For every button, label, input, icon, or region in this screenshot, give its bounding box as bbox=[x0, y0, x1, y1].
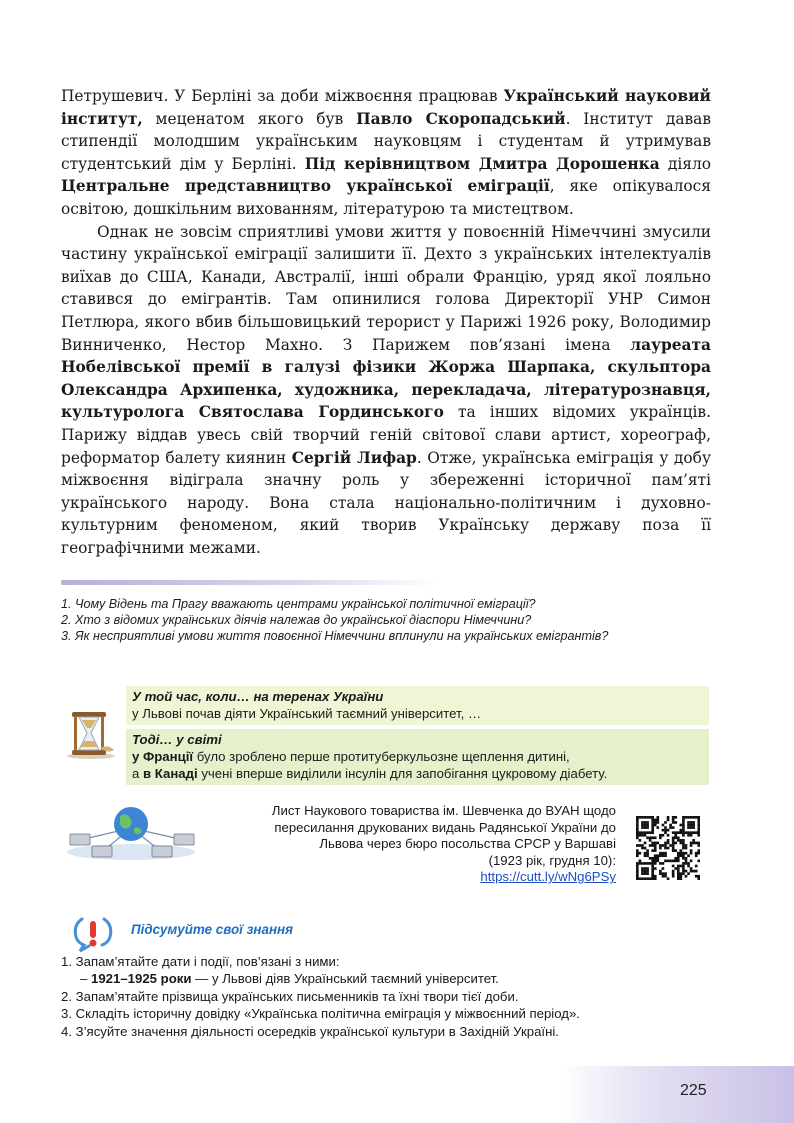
bold-term: Павло Скоропадський bbox=[356, 109, 566, 128]
question-item: 2. Хто з відомих українських діячів належав до української діаспори Німеччини? bbox=[61, 613, 532, 627]
timeline-ukraine-text: у Львові почав діяти Український таємний університет, … bbox=[132, 706, 482, 721]
bold-term: Центральне представництво української еміграції bbox=[61, 177, 550, 196]
timeline-ukraine-heading: У той час, коли… на теренах України bbox=[132, 689, 384, 704]
hourglass-icon bbox=[64, 708, 118, 760]
summary-tasks bbox=[61, 953, 741, 1040]
timeline-box bbox=[126, 686, 709, 785]
bold-term: Український науковий інститут, bbox=[61, 87, 711, 128]
summary-title: Підсумуйте свої знання bbox=[131, 922, 294, 937]
task-subitem: – 1921–1925 роки — у Львові діяв Український таємний університет. bbox=[80, 971, 499, 987]
task-item: 1. Запам’ятайте дати і події, пов’язані з ними: bbox=[61, 954, 340, 969]
text-run: меценатом якого був bbox=[142, 109, 357, 128]
document-reference bbox=[200, 803, 616, 886]
page-number: 225 bbox=[680, 1082, 707, 1099]
document-line: Львова через бюро посольства СРСР у Варшаві bbox=[319, 836, 616, 852]
timeline-world-line2: а в Канаді учені вперше виділили інсулін для запобігання цукровому діабету. bbox=[132, 766, 608, 781]
text-run: . Інститут давав стипендії молодшим українським науковцям і студентам й утримував студентський дім у Берліні. bbox=[61, 109, 712, 173]
qr-code-icon[interactable] bbox=[636, 816, 700, 880]
section-divider bbox=[61, 580, 439, 585]
bold-term: Сергій Лифар bbox=[291, 448, 417, 467]
network-globe-icon bbox=[62, 800, 200, 862]
text-run: та інших відомих українців. Парижу віддав увесь свій творчий геній світової слави артист, хореограф, реформатор балету киянин bbox=[61, 403, 711, 467]
text-run: Однак не зовсім сприятливі умови життя у повоєнній Німеччині змусили частину української еміграції залишити її. Дехто з українських інтелектуалів виїхав до США, Канади, Австралії, інші обрали Францію, уряд якої лояльно ставився до емігрантів. Там опинилися голова Директорії УНР Симон Петлюра, якого вбив більшовицький терорист у Парижі 1926 року, Володимир Винниченко, Нестор Махно. З Парижем пов’язані імена bbox=[61, 222, 711, 354]
bold-term: Під керівництвом Дмитра Дорошенка bbox=[304, 154, 660, 173]
exclamation-bubble-icon bbox=[72, 915, 114, 953]
text-run: , яке опікувалося освітою, дошкільним вихованням, літературою та мистецтвом. bbox=[61, 177, 711, 218]
paragraph-emigration bbox=[61, 221, 711, 560]
text-run: . Отже, українська еміграція у добу міжвоєння відіграла значну роль у збереженні історичної пам’яті українського народу. Вона стала національно-політичним і духовно-культурним феноменом, який творив Українську державу поза її географічними межами. bbox=[61, 448, 711, 557]
text-run: Петрушевич. У Берліні за доби міжвоєння працював bbox=[61, 87, 504, 105]
main-text bbox=[61, 85, 711, 559]
question-item: 3. Як несприятливі умови життя повоєнної Німеччини вплинули на українських емігрантів? bbox=[61, 629, 609, 643]
bold-term: лауреата Нобелівської премії в галузі фізики Жоржа Шарпака, скульптора Олександра Архипенка, художника, перекладача, літературознавця, культуролога Святослава Гординського bbox=[61, 335, 711, 422]
document-link[interactable]: https://cutt.ly/wNg6PSy bbox=[480, 869, 616, 885]
task-item: 3. Складіть історичну довідку «Українська політична еміграція у міжвоєнний період». bbox=[61, 1006, 580, 1022]
paragraph-berlin bbox=[61, 85, 711, 221]
task-item: 4. З’ясуйте значення діяльності осередків української культури в Західній Україні. bbox=[61, 1023, 559, 1039]
document-line: пересилання друкованих видань Радянської України до bbox=[274, 819, 616, 835]
timeline-world-heading: Тоді… у світі bbox=[132, 732, 222, 747]
text-run: діяло bbox=[659, 154, 711, 173]
question-item: 1. Чому Відень та Прагу вважають центрами української політичної еміграції? bbox=[61, 597, 536, 611]
document-line: (1923 рік, грудня 10): bbox=[488, 852, 616, 868]
footer-band bbox=[560, 1066, 794, 1123]
timeline-world bbox=[126, 729, 709, 785]
timeline-world-line1: у Франції було зроблено перше протитуберкульозне щеплення дитині, bbox=[132, 749, 570, 764]
timeline-ukraine bbox=[126, 686, 709, 725]
review-questions bbox=[61, 596, 721, 644]
document-line: Лист Наукового товариства ім. Шевченка до ВУАН щодо bbox=[271, 803, 616, 818]
task-item: 2. Запам’ятайте прізвища українських письменників та їхні твори тієї доби. bbox=[61, 988, 519, 1004]
